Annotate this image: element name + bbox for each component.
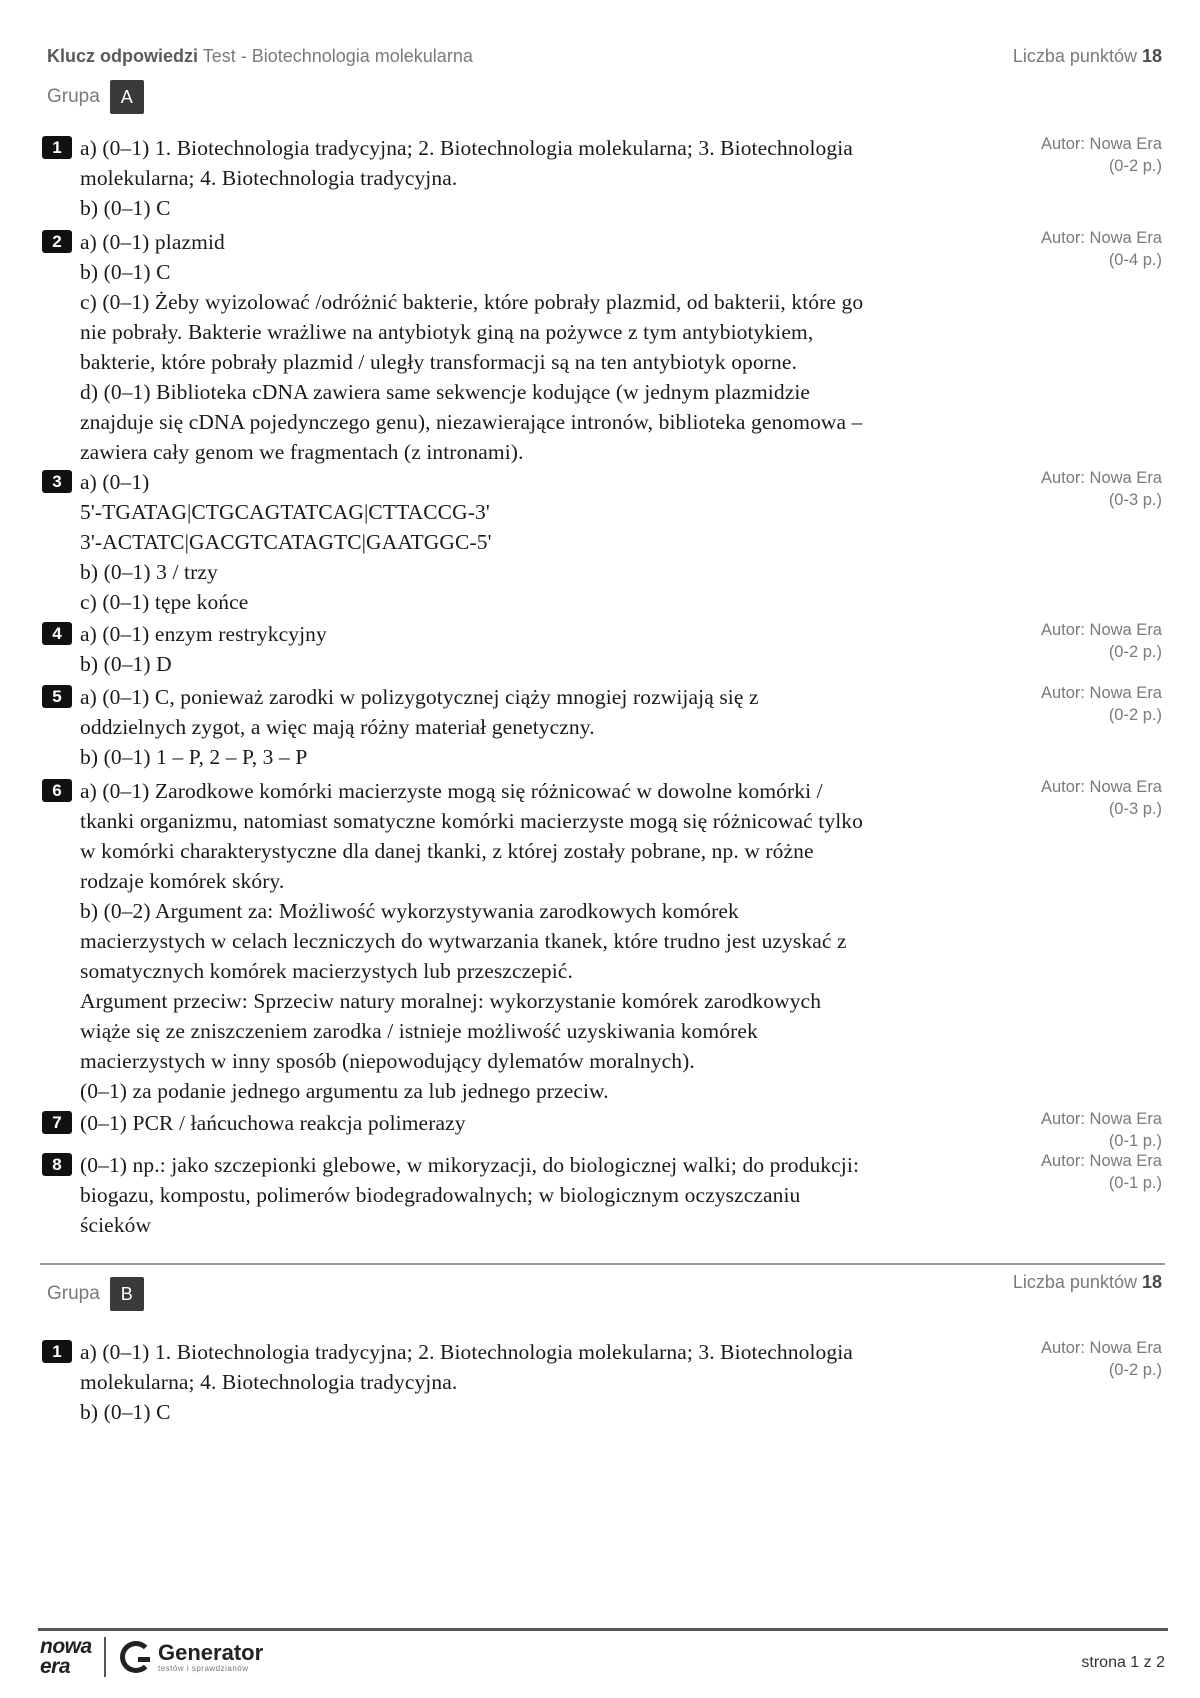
answer-line: rodzaje komórek skóry. — [80, 869, 285, 893]
page-number: strona 1 z 2 — [1081, 1654, 1165, 1671]
question-number-badge: 4 — [42, 622, 72, 645]
group-a-label — [47, 80, 144, 114]
question-answer — [80, 467, 1040, 617]
answer-line: b) (0–1) C — [80, 1400, 171, 1424]
answer-line: b) (0–1) D — [80, 652, 172, 676]
question-number-badge: 7 — [42, 1111, 72, 1134]
question-item — [42, 619, 1162, 679]
question-points: (0-3 p.) — [1108, 800, 1162, 818]
question-meta — [1041, 133, 1162, 177]
group-label-text: Grupa — [47, 1283, 100, 1304]
answer-line: macierzystych w celach leczniczych do wytwarzania tkanek, które trudno jest uzyskać z — [80, 929, 847, 953]
answer-line: ścieków — [80, 1213, 152, 1237]
question-points: (0-4 p.) — [1108, 251, 1162, 269]
group-b-points — [1013, 1272, 1162, 1293]
answer-line: a) (0–1) C, ponieważ zarodki w polizygotycznej ciąży mnogiej rozwijają się z — [80, 685, 759, 709]
question-author: Autor: Nowa Era — [1040, 469, 1162, 487]
question-number-badge: 6 — [42, 779, 72, 802]
answer-line: zawiera cały genom we fragmentach (z intronami). — [80, 440, 524, 464]
group-badge: A — [110, 80, 144, 114]
question-item — [42, 467, 1162, 617]
group-label-text: Grupa — [47, 86, 100, 107]
answer-line: nie pobrały. Bakterie wrażliwe na antybiotyk giną na pożywce z tym antybiotykiem, — [80, 320, 814, 344]
question-meta — [1041, 1108, 1162, 1152]
group-divider — [40, 1263, 1165, 1265]
question-author: Autor: Nowa Era — [1040, 1152, 1162, 1170]
question-answer — [80, 1337, 1040, 1427]
answer-line: a) (0–1) — [80, 470, 150, 494]
question-item — [42, 227, 1162, 467]
answer-line: tkanki organizmu, natomiast somatyczne komórki macierzyste mogą się różnicować tylko — [80, 809, 863, 833]
question-points: (0-2 p.) — [1108, 706, 1162, 724]
question-item — [42, 1108, 1162, 1150]
answer-line: 5'-TGATAG|CTGCAGTATCAG|CTTACCG-3' — [80, 500, 490, 524]
answer-line: a) (0–1) enzym restrykcyjny — [80, 622, 327, 646]
answer-line: b) (0–1) 1 – P, 2 – P, 3 – P — [80, 745, 308, 769]
question-points: (0-2 p.) — [1108, 643, 1162, 661]
answer-line: (0–1) za podanie jednego argumentu za lub jednego przeciw. — [80, 1079, 609, 1103]
group-b-label — [47, 1277, 144, 1311]
question-meta — [1041, 467, 1162, 511]
answer-line: Argument przeciw: Sprzeciw natury moralnej: wykorzystanie komórek zarodkowych — [80, 989, 822, 1013]
question-author: Autor: Nowa Era — [1040, 1110, 1162, 1128]
answer-line: a) (0–1) Zarodkowe komórki macierzyste mogą się różnicować w dowolne komórki / — [80, 779, 823, 803]
question-number-badge: 3 — [42, 470, 72, 493]
answer-line: d) (0–1) Biblioteka cDNA zawiera same sekwencje kodujące (w jednym plazmidzie — [80, 380, 811, 404]
question-meta — [1041, 1150, 1162, 1194]
answer-line: (0–1) np.: jako szczepionki glebowe, w mikoryzacji, do biologicznej walki; do produkcji: — [80, 1153, 860, 1177]
footer-logo — [40, 1637, 263, 1677]
question-answer — [80, 1108, 1040, 1138]
answer-line: (0–1) PCR / łańcuchowa reakcja polimerazy — [80, 1111, 466, 1135]
question-answer — [80, 227, 1040, 467]
question-points: (0-2 p.) — [1108, 157, 1162, 175]
answer-line: w komórki charakterystyczne dla danej tkanki, z której zostały pobrane, np. w różne — [80, 839, 814, 863]
generator-title: Generator — [158, 1639, 264, 1665]
question-answer — [80, 682, 1040, 772]
answer-line: molekularna; 4. Biotechnologia tradycyjna. — [80, 1370, 458, 1394]
answer-line: znajduje się cDNA pojedynczego genu), niezawierające intronów, biblioteka genomowa – — [80, 410, 863, 434]
document-header — [47, 46, 1162, 67]
answer-line: bakterie, które pobrały plazmid / uległy transformacji są na ten antybiotyk oporne. — [80, 350, 797, 374]
generator-g-icon — [120, 1641, 152, 1673]
answer-line: biogazu, kompostu, polimerów biodegradowalnych; w biologicznym oczyszczaniu — [80, 1183, 801, 1207]
question-author: Autor: Nowa Era — [1040, 684, 1162, 702]
points-value: 18 — [1141, 46, 1162, 66]
points-label: Liczba punktów — [1012, 46, 1137, 66]
question-answer — [80, 1150, 1040, 1240]
answer-line: wiąże się ze zniszczeniem zarodka / istnieje możliwość uzyskiwania komórek — [80, 1019, 758, 1043]
question-points: (0-3 p.) — [1108, 491, 1162, 509]
question-meta — [1041, 682, 1162, 726]
answer-line: b) (0–1) 3 / trzy — [80, 560, 218, 584]
title-rest: Test - Biotechnologia molekularna — [202, 46, 473, 66]
question-points: (0-1 p.) — [1108, 1174, 1162, 1192]
nowa-era-logo: nowa era — [40, 1635, 92, 1678]
question-answer — [80, 133, 1040, 223]
question-answer — [80, 619, 1040, 679]
question-item — [42, 776, 1162, 1106]
answer-line: a) (0–1) plazmid — [80, 230, 225, 254]
question-author: Autor: Nowa Era — [1040, 1339, 1162, 1357]
answer-line: somatycznych komórek macierzystych lub przeszczepić. — [80, 959, 573, 983]
question-item — [42, 133, 1162, 223]
footer-rule — [38, 1628, 1168, 1631]
question-item — [42, 682, 1162, 772]
question-meta — [1041, 776, 1162, 820]
generator-logo-text — [158, 1639, 264, 1673]
question-number-badge: 5 — [42, 685, 72, 708]
question-number-badge: 2 — [42, 230, 72, 253]
question-points: (0-2 p.) — [1108, 1361, 1162, 1379]
question-author: Autor: Nowa Era — [1040, 135, 1162, 153]
answer-line: a) (0–1) 1. Biotechnologia tradycyjna; 2. Biotechnologia molekularna; 3. Biotechnologia — [80, 1340, 853, 1364]
points-value: 18 — [1141, 1272, 1162, 1292]
group-badge: B — [110, 1277, 144, 1311]
answer-line: macierzystych w inny sposób (niepowodujący dylematów moralnych). — [80, 1049, 695, 1073]
generator-subtitle: testów i sprawdzianów — [158, 1663, 249, 1673]
answer-line: c) (0–1) Żeby wyizolować /odróżnić bakterie, które pobrały plazmid, od bakterii, które go — [80, 290, 864, 314]
question-number-badge: 1 — [42, 1340, 72, 1363]
logo-separator — [104, 1637, 106, 1677]
question-author: Autor: Nowa Era — [1040, 778, 1162, 796]
question-answer — [80, 776, 1040, 1106]
question-item — [42, 1150, 1162, 1240]
total-points — [1013, 46, 1162, 67]
answer-line: molekularna; 4. Biotechnologia tradycyjna. — [80, 166, 458, 190]
answer-line: b) (0–1) C — [80, 260, 171, 284]
question-meta — [1041, 1337, 1162, 1381]
answer-line: 3'-ACTATC|GACGTCATAGTC|GAATGGC-5' — [80, 530, 492, 554]
document-title — [47, 46, 473, 67]
question-author: Autor: Nowa Era — [1040, 621, 1162, 639]
question-number-badge: 8 — [42, 1153, 72, 1176]
question-points: (0-1 p.) — [1108, 1132, 1162, 1150]
question-item — [42, 1337, 1162, 1427]
answer-line: c) (0–1) tępe końce — [80, 590, 249, 614]
question-meta — [1041, 227, 1162, 271]
answer-line: oddzielnych zygot, a więc mają różny materiał genetyczny. — [80, 715, 595, 739]
points-label: Liczba punktów — [1012, 1272, 1137, 1292]
question-number-badge: 1 — [42, 136, 72, 159]
question-author: Autor: Nowa Era — [1040, 229, 1162, 247]
answer-line: b) (0–1) C — [80, 196, 171, 220]
question-meta — [1041, 619, 1162, 663]
answer-line: b) (0–2) Argument za: Możliwość wykorzystywania zarodkowych komórek — [80, 899, 739, 923]
answer-line: a) (0–1) 1. Biotechnologia tradycyjna; 2. Biotechnologia molekularna; 3. Biotechnologia — [80, 136, 853, 160]
title-strong: Klucz odpowiedzi — [47, 46, 198, 66]
